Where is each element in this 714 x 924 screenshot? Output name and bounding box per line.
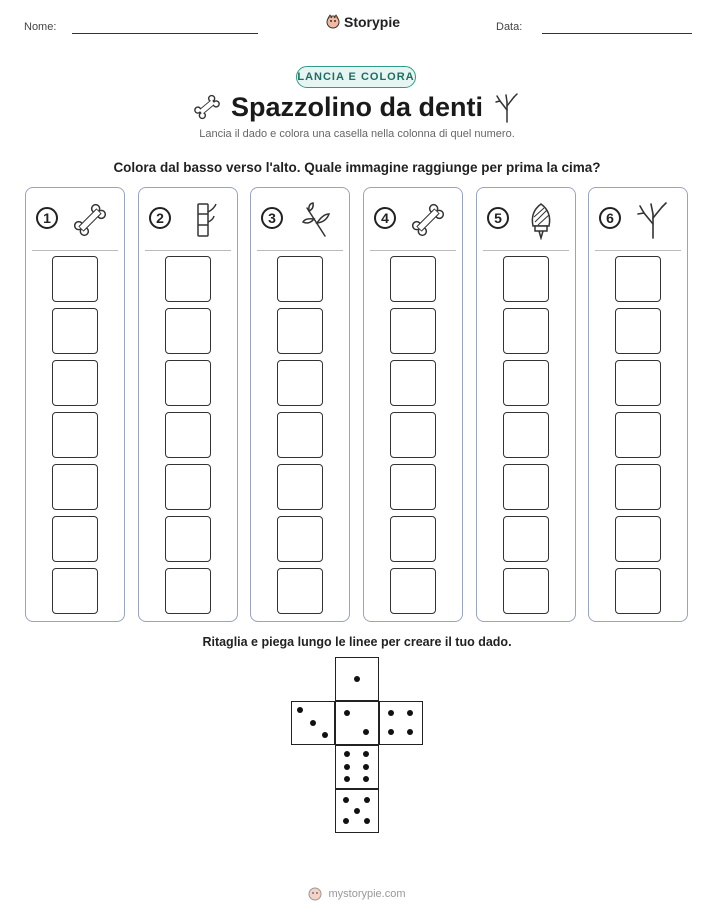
color-box[interactable] bbox=[165, 412, 211, 458]
die-pip bbox=[344, 776, 350, 782]
die-face-3 bbox=[291, 701, 335, 745]
die-pip bbox=[363, 751, 369, 757]
color-box[interactable] bbox=[165, 516, 211, 562]
column-divider bbox=[32, 250, 118, 251]
die-pip bbox=[407, 729, 413, 735]
color-box[interactable] bbox=[615, 516, 661, 562]
color-box[interactable] bbox=[277, 568, 323, 614]
bamboo-icon bbox=[183, 200, 223, 240]
column-number: 3 bbox=[261, 207, 283, 229]
bone-icon bbox=[70, 200, 110, 240]
column-2 bbox=[138, 187, 238, 622]
color-box[interactable] bbox=[52, 516, 98, 562]
date-label: Data: bbox=[496, 21, 523, 33]
name-line[interactable] bbox=[72, 33, 258, 34]
column-3 bbox=[250, 187, 350, 622]
brand-name: Storypie bbox=[344, 14, 401, 30]
die-pip bbox=[354, 808, 360, 814]
color-box[interactable] bbox=[165, 308, 211, 354]
color-box[interactable] bbox=[615, 568, 661, 614]
color-box[interactable] bbox=[277, 412, 323, 458]
footer-url[interactable]: mystorypie.com bbox=[328, 888, 406, 900]
color-box[interactable] bbox=[390, 464, 436, 510]
color-box[interactable] bbox=[503, 256, 549, 302]
color-box[interactable] bbox=[165, 568, 211, 614]
bone-icon bbox=[408, 200, 448, 240]
name-label: Nome: bbox=[24, 21, 57, 33]
column-number: 2 bbox=[149, 207, 171, 229]
color-box[interactable] bbox=[615, 464, 661, 510]
color-box[interactable] bbox=[615, 360, 661, 406]
color-box[interactable] bbox=[277, 360, 323, 406]
color-box[interactable] bbox=[277, 308, 323, 354]
color-box[interactable] bbox=[165, 256, 211, 302]
color-box[interactable] bbox=[503, 412, 549, 458]
brush-head-icon bbox=[521, 200, 561, 240]
color-box[interactable] bbox=[390, 256, 436, 302]
die-pip bbox=[388, 729, 394, 735]
column-divider bbox=[370, 250, 456, 251]
branch-icon bbox=[633, 200, 673, 240]
column-5 bbox=[476, 187, 576, 622]
branch-icon bbox=[492, 92, 522, 124]
die-pip bbox=[354, 676, 360, 682]
color-box[interactable] bbox=[390, 568, 436, 614]
die-pip bbox=[297, 707, 303, 713]
color-box[interactable] bbox=[390, 360, 436, 406]
color-box[interactable] bbox=[52, 308, 98, 354]
color-box[interactable] bbox=[52, 464, 98, 510]
die-face-2 bbox=[335, 701, 379, 745]
color-box[interactable] bbox=[503, 464, 549, 510]
die-face-6 bbox=[335, 745, 379, 789]
die-pip bbox=[363, 764, 369, 770]
color-box[interactable] bbox=[390, 308, 436, 354]
die-pip bbox=[364, 797, 370, 803]
die-pip bbox=[322, 732, 328, 738]
color-box[interactable] bbox=[52, 360, 98, 406]
color-box[interactable] bbox=[52, 412, 98, 458]
column-divider bbox=[483, 250, 569, 251]
color-box[interactable] bbox=[52, 568, 98, 614]
color-box[interactable] bbox=[503, 308, 549, 354]
die-face-1 bbox=[335, 657, 379, 701]
die-pip bbox=[310, 720, 316, 726]
color-box[interactable] bbox=[277, 256, 323, 302]
date-line[interactable] bbox=[542, 33, 692, 34]
column-6 bbox=[588, 187, 688, 622]
page-title: Spazzolino da denti bbox=[230, 92, 483, 122]
column-number: 6 bbox=[599, 207, 621, 229]
color-box[interactable] bbox=[615, 256, 661, 302]
dice-instruction: Ritaglia e piega lungo le linee per creare il tuo dado. bbox=[202, 635, 512, 649]
column-divider bbox=[257, 250, 343, 251]
die-pip bbox=[388, 710, 394, 716]
twig-leaves-icon bbox=[295, 200, 335, 240]
color-box[interactable] bbox=[503, 568, 549, 614]
color-box[interactable] bbox=[277, 464, 323, 510]
die-pip bbox=[407, 710, 413, 716]
column-divider bbox=[595, 250, 681, 251]
column-number: 4 bbox=[374, 207, 396, 229]
die-pip bbox=[363, 776, 369, 782]
die-face-4 bbox=[379, 701, 423, 745]
color-box[interactable] bbox=[503, 516, 549, 562]
die-pip bbox=[344, 764, 350, 770]
color-box[interactable] bbox=[165, 464, 211, 510]
color-box[interactable] bbox=[615, 412, 661, 458]
die-pip bbox=[343, 818, 349, 824]
die-pip bbox=[344, 710, 350, 716]
column-number: 1 bbox=[36, 207, 58, 229]
color-box[interactable] bbox=[165, 360, 211, 406]
footer bbox=[0, 886, 714, 902]
page-subtitle: Lancia il dado e colora una casella nella colonna di quel numero. bbox=[199, 128, 515, 140]
color-box[interactable] bbox=[52, 256, 98, 302]
color-box[interactable] bbox=[277, 516, 323, 562]
column-divider bbox=[145, 250, 231, 251]
die-pip bbox=[364, 818, 370, 824]
color-box[interactable] bbox=[503, 360, 549, 406]
column-1 bbox=[25, 187, 125, 622]
column-number: 5 bbox=[487, 207, 509, 229]
die-pip bbox=[344, 751, 350, 757]
die-pip bbox=[363, 729, 369, 735]
brand-logo bbox=[326, 14, 400, 30]
die-face-5 bbox=[335, 789, 379, 833]
coloring-instruction: Colora dal basso verso l'alto. Quale immagine raggiunge per prima la cima? bbox=[113, 160, 601, 175]
color-box[interactable] bbox=[615, 308, 661, 354]
color-box[interactable] bbox=[390, 412, 436, 458]
activity-badge: LANCIA E COLORA bbox=[296, 66, 416, 88]
storypie-mascot-icon bbox=[308, 886, 322, 902]
column-4 bbox=[363, 187, 463, 622]
die-pip bbox=[343, 797, 349, 803]
storypie-mascot-icon bbox=[326, 14, 340, 30]
color-box[interactable] bbox=[390, 516, 436, 562]
